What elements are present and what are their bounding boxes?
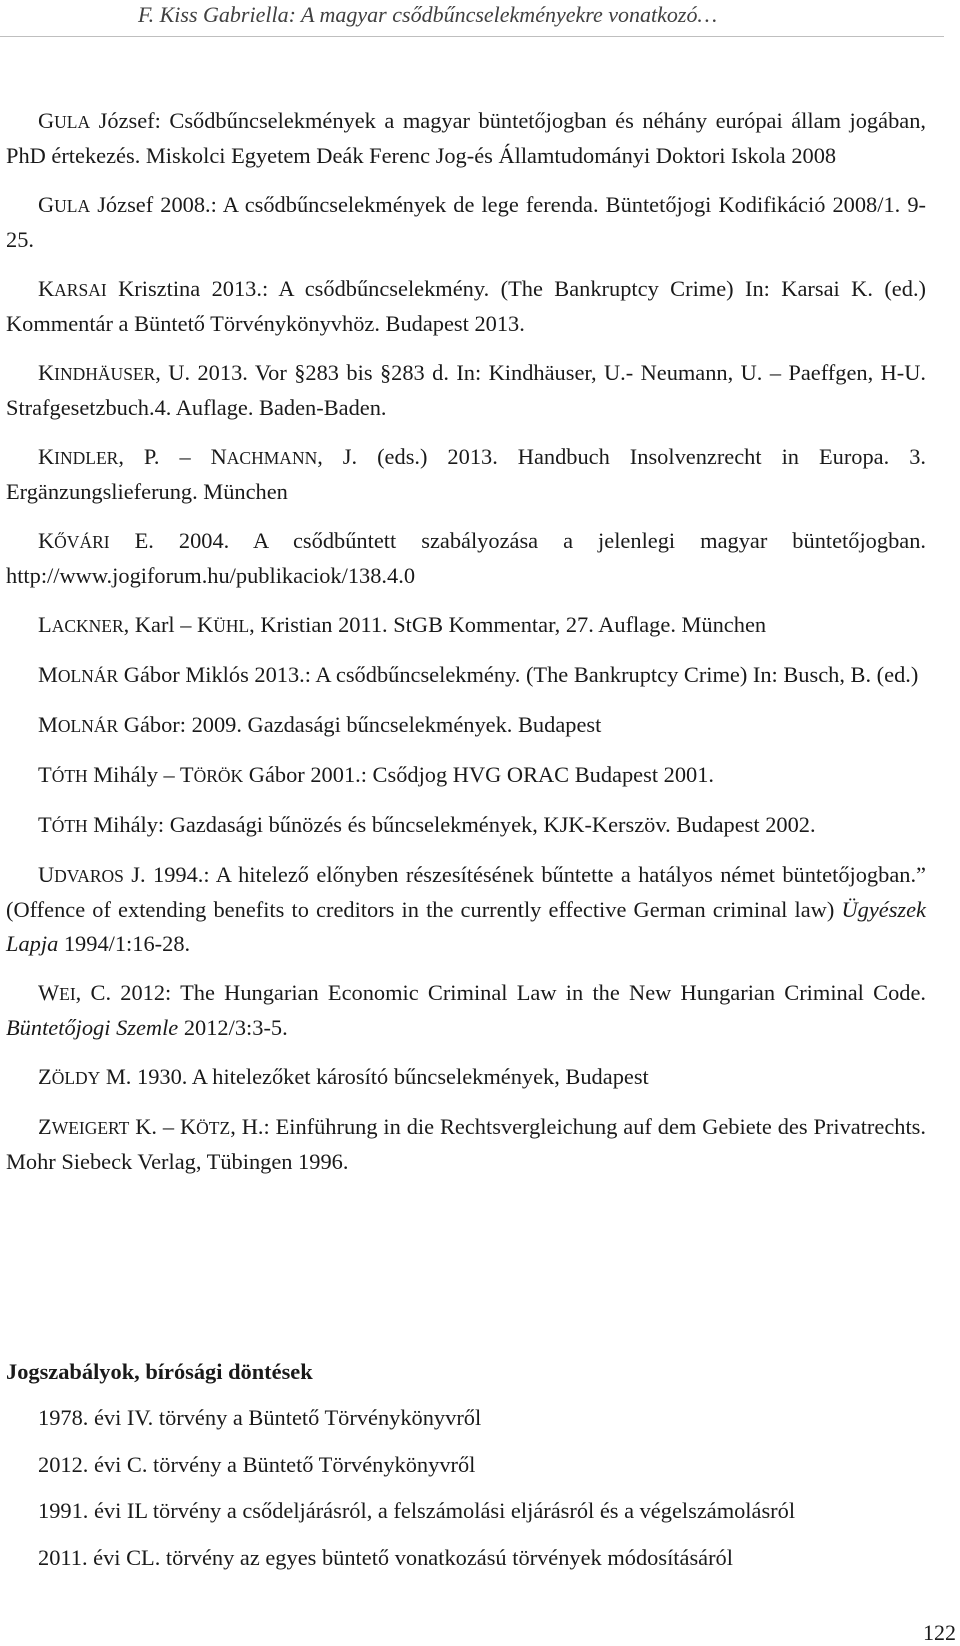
reference-item [6,104,926,173]
reference-item [6,758,926,793]
page-number: 122 [923,1620,956,1645]
section-heading: Jogszabályok, bírósági döntések [6,1359,313,1384]
author-name: MOLNÁR [38,662,119,687]
reference-list [6,104,926,1194]
author-name: GULA [38,192,91,217]
reference-text: K. – [129,1114,180,1139]
author-name: KŐVÁRI [38,528,110,553]
reference-item [6,356,926,425]
reference-text: , Karl – [123,612,198,637]
author-name: KÖTZ [180,1114,231,1139]
reference-text: , H.: Einführung in die Rechtsvergleichung auf dem Gebiete des Privatrechts. Mohr Siebeck Verlag, Tübingen 1996. [6,1114,926,1174]
journal-title: Ügyészek Lapja [6,897,926,956]
reference-text: E. 2004. A csődbűntett szabályozása a jelenlegi magyar büntetőjogban. http://www.jogiforum.hu/publikaciok/138.4.0 [6,528,926,588]
legislation-list [38,1403,938,1589]
legislation-item: 1978. évi IV. törvény a Büntető Törvénykönyvről [38,1405,482,1430]
author-name: NACHMANN [210,444,318,469]
reference-text: , Kristian 2011. StGB Kommentar, 27. Auflage. München [249,612,767,637]
reference-text: 2012/3:3-5. [178,1015,288,1040]
reference-item [6,858,926,961]
reference-text: , C. 2012: The Hungarian Economic Criminal Law in the New Hungarian Criminal Code. [75,980,926,1005]
reference-text: Mihály: Gazdasági bűnözés és bűncselekmények, KJK-Kerszöv. Budapest 2002. [87,812,816,837]
author-name: KÜHL [197,612,250,637]
reference-text: Krisztina 2013.: A csődbűncselekmény. (The Bankruptcy Crime) In: Karsai K. (ed.) Kommentár a Büntető Törvénykönyvhöz. Budapest 2013. [6,276,926,336]
legislation-item: 1991. évi IL törvény a csődeljárásról, a felszámolási eljárásról és a végelszámolásról [38,1498,796,1523]
author-name: KINDLER [38,444,119,469]
reference-text: Gábor: 2009. Gazdasági bűncselekmények. Budapest [118,712,602,737]
journal-title: Büntetőjogi Szemle [6,1015,179,1040]
running-header [0,0,944,37]
reference-item [6,976,926,1045]
legislation-item: 2012. évi C. törvény a Büntető Törvénykönyvről [38,1451,476,1477]
author-name: GULA [38,108,91,133]
author-name: KINDHÄUSER [38,360,156,385]
reference-text: Mihály – [87,762,180,787]
reference-text: J. 1994.: A hitelező előnyben részesítésének bűntette a hatályos német büntetőjogban.” (Offence of extending benefits to creditors in the currently effective German criminal law) [6,862,926,922]
author-name: ZÖLDY [38,1064,101,1089]
reference-item [6,272,926,341]
reference-item [6,1110,926,1179]
author-name: UDVAROS [38,862,124,887]
author-name: LACKNER [38,612,124,637]
reference-text: 1994/1:16-28. [58,931,191,956]
reference-item [6,440,926,509]
legislation-item: 2011. évi CL. törvény az egyes büntető vonatkozású törvények módosításáról [38,1544,733,1570]
reference-item [6,1060,926,1095]
reference-text: Gábor 2001.: Csődjog HVG ORAC Budapest 2001. [243,762,715,787]
reference-text: , J. (eds.) 2013. Handbuch Insolvenzrecht in Europa. 3. Ergänzungslieferung. München [6,444,926,504]
reference-item [6,808,926,843]
reference-item [6,658,926,693]
author-name: MOLNÁR [38,712,119,737]
reference-item [6,608,926,643]
author-name: TÓTH [38,762,88,787]
reference-text: Gábor Miklós 2013.: A csődbűncselekmény. (The Bankruptcy Crime) In: Busch, B. (ed.) [118,662,919,687]
running-title: F. Kiss Gabriella: A magyar csődbűncselekményekre vonatkozó… [138,2,718,27]
author-name: TÖRÖK [179,762,244,787]
reference-text: , U. 2013. Vor §283 bis §283 d. In: Kindhäuser, U.- Neumann, U. – Paeffgen, H-U. Strafgesetzbuch.4. Auflage. Baden-Baden. [6,360,926,420]
reference-text: M. 1930. A hitelezőket károsító bűncselekmények, Budapest [100,1064,649,1089]
author-name: KARSAI [38,276,107,301]
reference-item [6,524,926,593]
reference-text: , P. – [118,444,211,469]
reference-item [6,188,926,257]
author-name: ZWEIGERT [38,1114,130,1139]
reference-text: József: Csődbűncselekmények a magyar büntetőjogban és néhány európai állam jogában, PhD értekezés. Miskolci Egyetem Deák Ferenc Jog-és Államtudományi Doktori Iskola 2008 [6,108,926,168]
author-name: WEI [38,980,76,1005]
author-name: TÓTH [38,812,88,837]
reference-item [6,708,926,743]
reference-text: József 2008.: A csődbűncselekmények de lege ferenda. Büntetőjogi Kodifikáció 2008/1. 9-25. [6,192,926,252]
